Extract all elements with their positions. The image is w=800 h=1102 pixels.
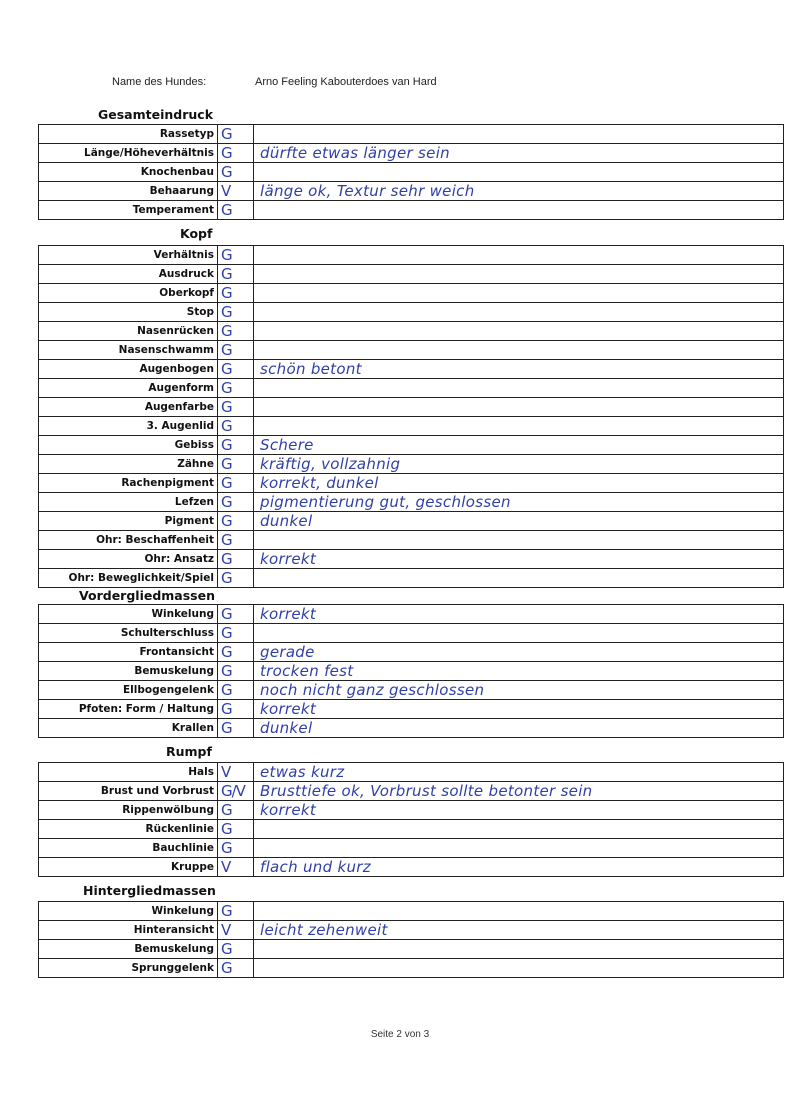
table-row [39,681,784,700]
table-row [39,569,784,588]
criterion-label: Rassetyp [39,125,218,144]
criterion-label: Ausdruck [39,265,218,284]
comment-cell: gerade [254,643,784,662]
criterion-label: Augenform [39,379,218,398]
table-row [39,605,784,624]
comment-cell: flach und kurz [254,858,784,877]
table-row [39,182,784,201]
table-row [39,782,784,801]
criterion-label: Nasenrücken [39,322,218,341]
criterion-label: Hinteransicht [39,921,218,940]
section-title-vordergliedmassen: Vordergliedmassen [79,588,215,603]
grade-cell: G [218,902,254,921]
criterion-label: Lefzen [39,493,218,512]
criterion-label: Stop [39,303,218,322]
table-row [39,512,784,531]
criterion-label: Ohr: Ansatz [39,550,218,569]
criterion-label: Bemuskelung [39,662,218,681]
criterion-label: Knochenbau [39,163,218,182]
criterion-label: Krallen [39,719,218,738]
grade-cell: G [218,643,254,662]
criterion-label: Länge/Höheverhältnis [39,144,218,163]
table-row [39,624,784,643]
grade-cell: V [218,858,254,877]
grade-cell: G [218,436,254,455]
grade-cell: G [218,531,254,550]
criterion-label: Gebiss [39,436,218,455]
comment-cell: korrekt [254,801,784,820]
comment-cell: leicht zehenweit [254,921,784,940]
comment-cell: trocken fest [254,662,784,681]
criterion-label: Schulterschluss [39,624,218,643]
section-title-gesamteindruck: Gesamteindruck [98,107,214,122]
grade-cell: G [218,144,254,163]
comment-cell: Brusttiefe ok, Vorbrust sollte betonter sein [254,782,784,801]
criterion-label: Kruppe [39,858,218,877]
comment-cell [254,839,784,858]
table-row [39,858,784,877]
grade-cell: G [218,839,254,858]
comment-cell: korrekt [254,700,784,719]
grade-cell: G [218,605,254,624]
section-title-hintergliedmassen: Hintergliedmassen [83,883,216,898]
table-row [39,839,784,858]
grade-cell: G [218,125,254,144]
comment-cell: korrekt [254,605,784,624]
grade-cell: G [218,265,254,284]
comment-cell: pigmentierung gut, geschlossen [254,493,784,512]
comment-cell [254,902,784,921]
grade-cell: G [218,569,254,588]
comment-cell: dürfte etwas länger sein [254,144,784,163]
comment-cell: korrekt [254,550,784,569]
grade-cell: G [218,398,254,417]
comment-cell [254,163,784,182]
table-row [39,398,784,417]
table-row [39,493,784,512]
table-row [39,246,784,265]
table-row [39,125,784,144]
dog-name-label: Name des Hundes: [112,76,207,88]
comment-cell [254,303,784,322]
grade-cell: G [218,940,254,959]
table-row [39,163,784,182]
table-row [39,341,784,360]
grade-cell: G [218,246,254,265]
criterion-label: Rückenlinie [39,820,218,839]
comment-cell [254,398,784,417]
grade-cell: G [218,417,254,436]
grade-cell: G [218,360,254,379]
criterion-label: Frontansicht [39,643,218,662]
grade-cell: G [218,801,254,820]
table-row [39,360,784,379]
comment-cell: länge ok, Textur sehr weich [254,182,784,201]
criterion-label: Ellbogengelenk [39,681,218,700]
table-row [39,921,784,940]
table-row [39,550,784,569]
criterion-label: Verhältnis [39,246,218,265]
table-row [39,379,784,398]
criterion-label: Bauchlinie [39,839,218,858]
criterion-label: Rippenwölbung [39,801,218,820]
criterion-label: 3. Augenlid [39,417,218,436]
table-hintergliedmassen [38,901,784,978]
grade-cell: G [218,820,254,839]
criterion-label: Oberkopf [39,284,218,303]
grade-cell: V [218,921,254,940]
grade-cell: G [218,284,254,303]
table-row [39,284,784,303]
criterion-label: Ohr: Beschaffenheit [39,531,218,550]
comment-cell: dunkel [254,719,784,738]
table-row [39,940,784,959]
grade-cell: G [218,719,254,738]
grade-cell: G [218,624,254,643]
comment-cell [254,265,784,284]
grade-cell: G [218,662,254,681]
table-gesamteindruck [38,124,784,220]
table-row [39,643,784,662]
grade-cell: G [218,303,254,322]
criterion-label: Pigment [39,512,218,531]
table-row [39,474,784,493]
table-row [39,959,784,978]
comment-cell [254,569,784,588]
criterion-label: Brust und Vorbrust [39,782,218,801]
comment-cell [254,417,784,436]
grade-cell: V [218,763,254,782]
section-title-kopf: Kopf [180,226,213,241]
grade-cell: G [218,512,254,531]
table-row [39,662,784,681]
criterion-label: Rachenpigment [39,474,218,493]
table-row [39,436,784,455]
grade-cell: G [218,681,254,700]
table-row [39,801,784,820]
grade-cell: G [218,322,254,341]
table-row [39,700,784,719]
grade-cell: G [218,379,254,398]
comment-cell: etwas kurz [254,763,784,782]
table-row [39,144,784,163]
grade-cell: G [218,455,254,474]
comment-cell [254,531,784,550]
grade-cell: G [218,163,254,182]
grade-cell: G [218,700,254,719]
table-row [39,265,784,284]
criterion-label: Augenbogen [39,360,218,379]
table-row [39,820,784,839]
page-number: Seite 2 von 3 [370,1029,430,1040]
comment-cell: noch nicht ganz geschlossen [254,681,784,700]
comment-cell [254,959,784,978]
grade-cell: G [218,493,254,512]
table-row [39,719,784,738]
table-row [39,417,784,436]
comment-cell [254,125,784,144]
criterion-label: Behaarung [39,182,218,201]
comment-cell: schön betont [254,360,784,379]
grade-cell: G [218,550,254,569]
comment-cell: kräftig, vollzahnig [254,455,784,474]
criterion-label: Hals [39,763,218,782]
table-kopf [38,245,784,588]
dog-name-value: Arno Feeling Kabouterdoes van Hard [255,76,437,88]
table-rumpf [38,762,784,877]
grade-cell: V [218,182,254,201]
grade-cell: G/V [218,782,254,801]
criterion-label: Augenfarbe [39,398,218,417]
grade-cell: G [218,341,254,360]
comment-cell [254,201,784,220]
grade-cell: G [218,959,254,978]
criterion-label: Zähne [39,455,218,474]
criterion-label: Nasenschwamm [39,341,218,360]
comment-cell [254,341,784,360]
comment-cell [254,940,784,959]
criterion-label: Sprunggelenk [39,959,218,978]
comment-cell [254,322,784,341]
table-row [39,455,784,474]
criterion-label: Winkelung [39,605,218,624]
comment-cell: korrekt, dunkel [254,474,784,493]
table-vordergliedmassen [38,604,784,738]
table-row [39,902,784,921]
table-row [39,303,784,322]
comment-cell [254,379,784,398]
comment-cell [254,246,784,265]
comment-cell: Schere [254,436,784,455]
criterion-label: Bemuskelung [39,940,218,959]
comment-cell: dunkel [254,512,784,531]
grade-cell: G [218,201,254,220]
table-row [39,531,784,550]
comment-cell [254,624,784,643]
table-row [39,201,784,220]
grade-cell: G [218,474,254,493]
criterion-label: Pfoten: Form / Haltung [39,700,218,719]
table-row [39,322,784,341]
table-row [39,763,784,782]
criterion-label: Temperament [39,201,218,220]
criterion-label: Ohr: Beweglichkeit/Spiel [39,569,218,588]
comment-cell [254,284,784,303]
comment-cell [254,820,784,839]
section-title-rumpf: Rumpf [166,744,212,759]
criterion-label: Winkelung [39,902,218,921]
